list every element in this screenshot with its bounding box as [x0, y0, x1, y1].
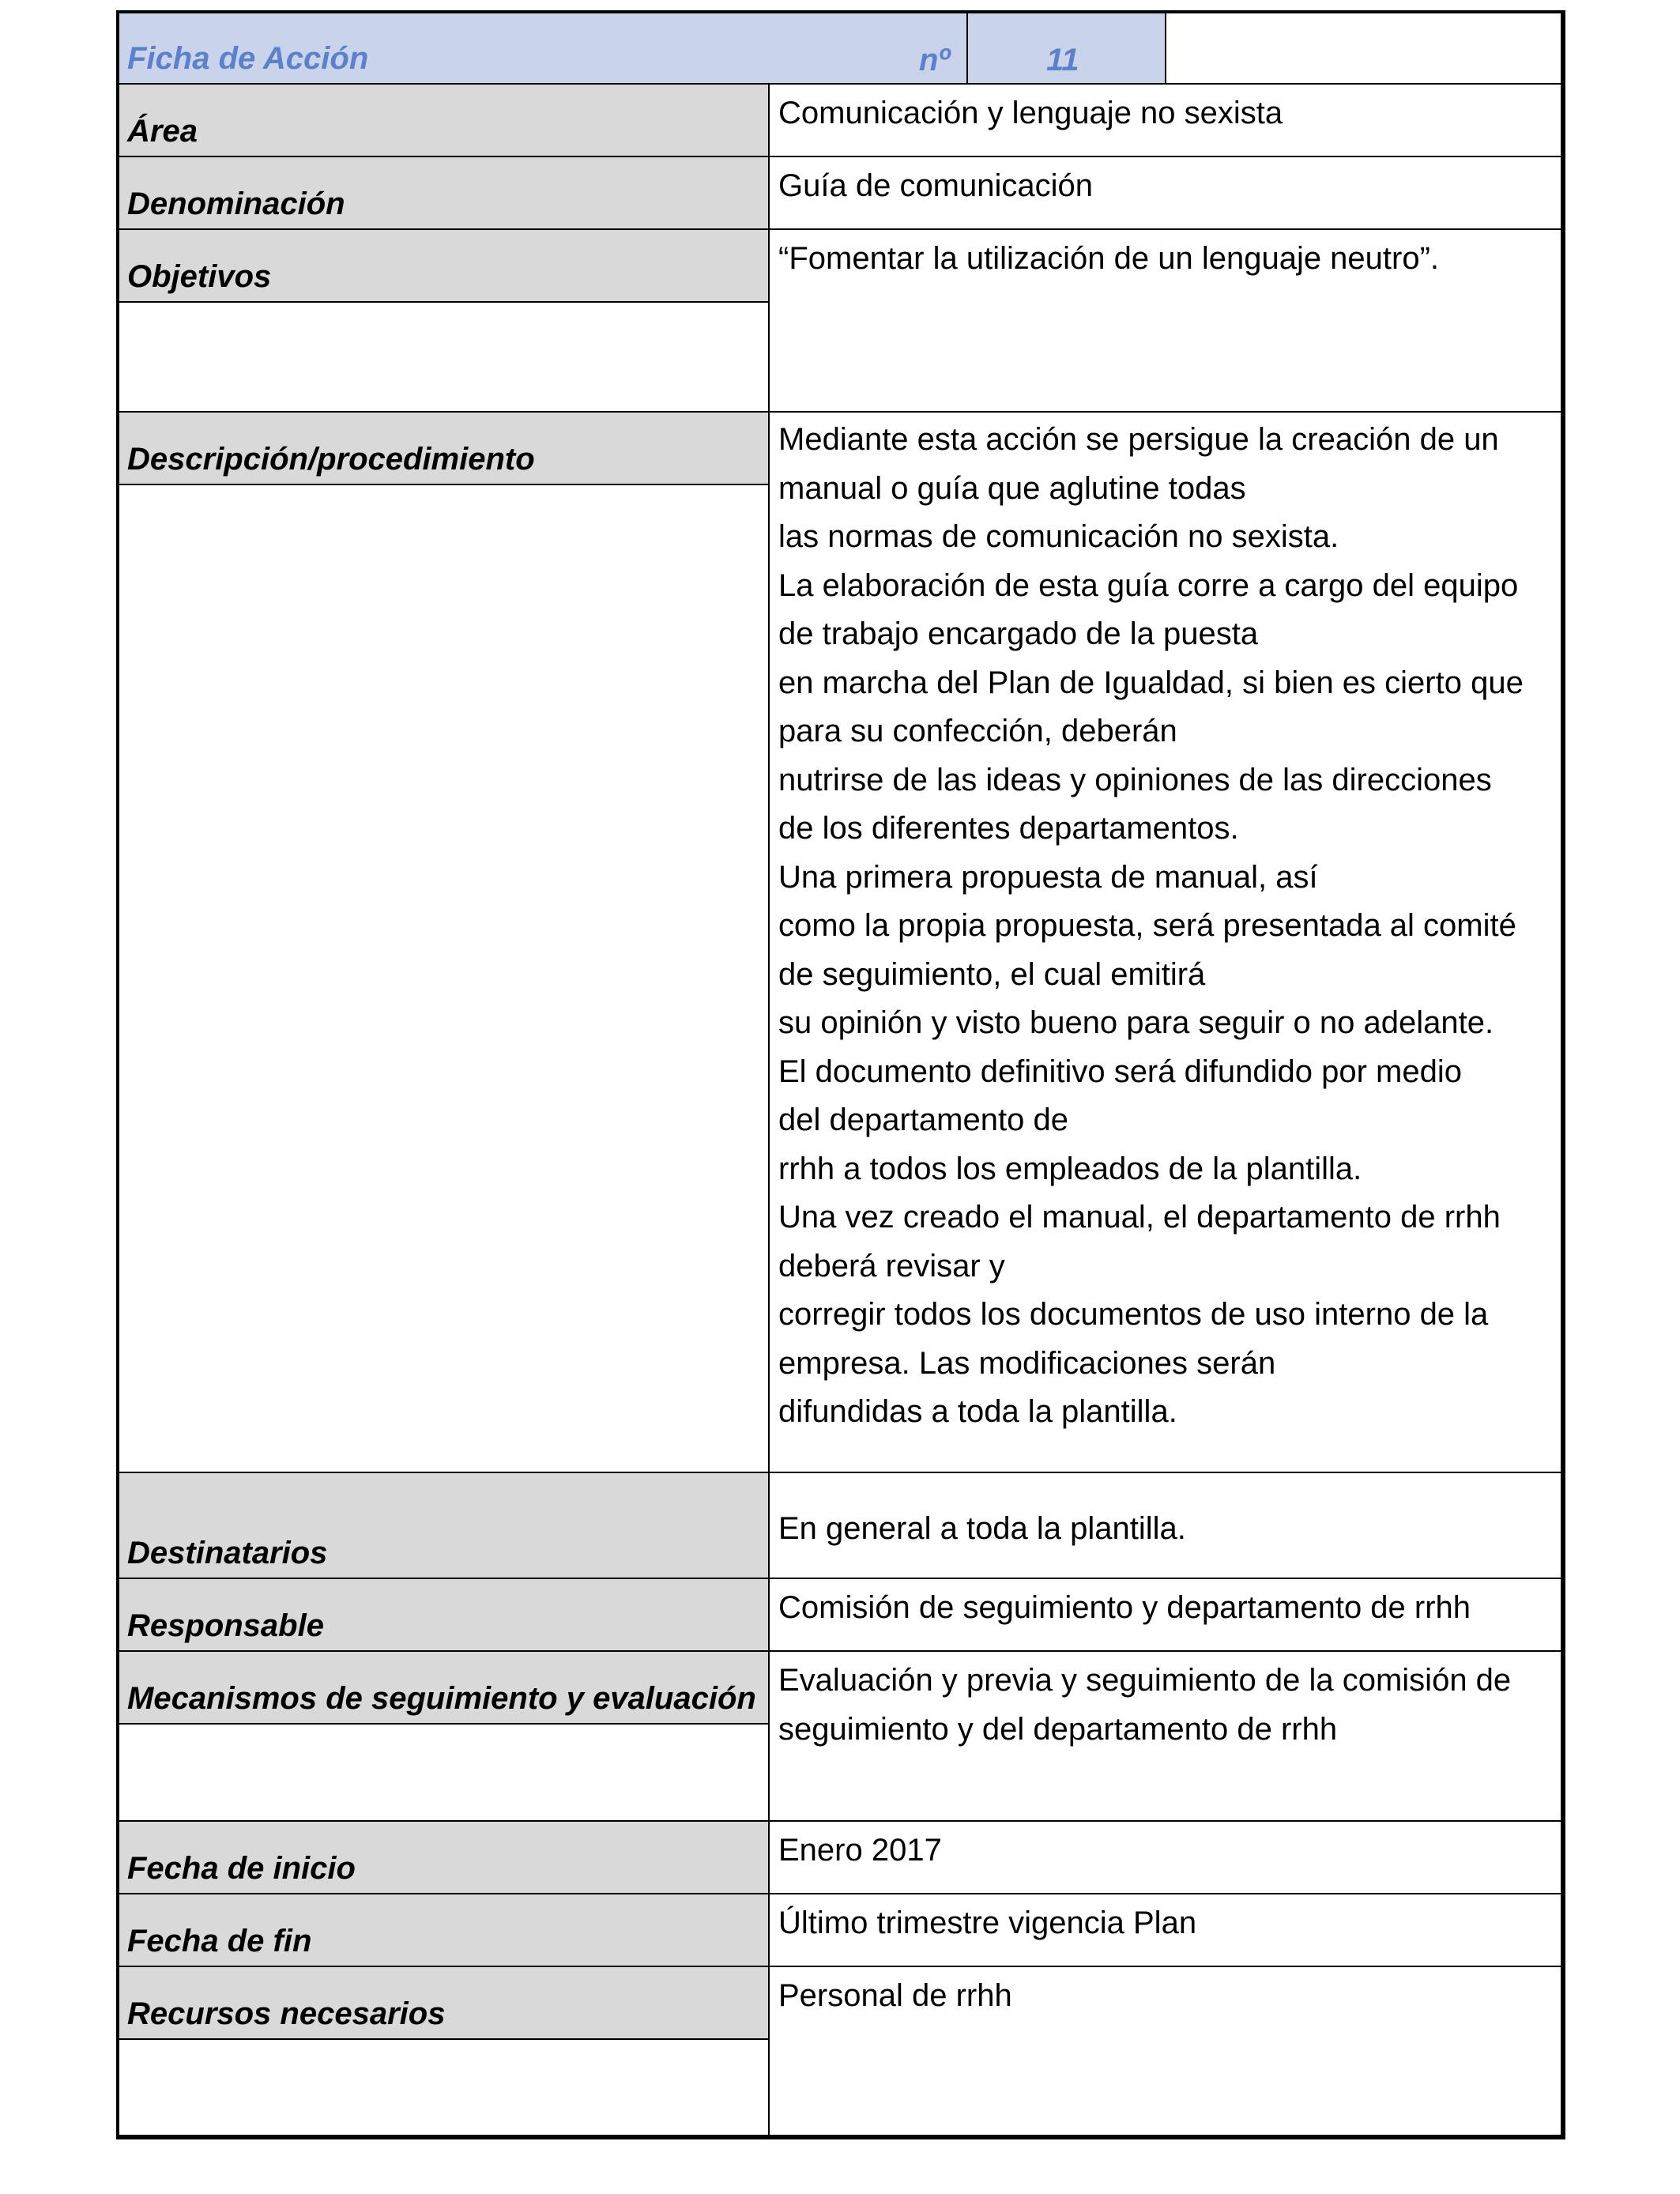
descripcion-label-cell [119, 413, 769, 484]
descripcion-line: difundidas a toda la plantilla. [778, 1394, 1177, 1429]
recursos-label: Recursos necesarios [127, 1996, 446, 2031]
descripcion-line: del departamento de [778, 1103, 1068, 1137]
destinatarios-label-cell [119, 1473, 769, 1578]
fecha-inicio-label: Fecha de inicio [127, 1851, 356, 1886]
area-label-cell [119, 85, 769, 156]
descripcion-line: Mediante esta acción se persigue la creación de un [778, 422, 1499, 457]
denominacion-label: Denominación [127, 187, 345, 221]
recursos-value: Personal de rrhh [778, 1978, 1012, 2013]
header-title-cell [119, 13, 769, 83]
header-no-label: nº [919, 43, 951, 77]
area-label: Área [127, 114, 198, 149]
objetivos-label-cell [119, 230, 769, 301]
destinatarios-label: Destinatarios [127, 1536, 328, 1570]
descripcion-label: Descripción/procedimiento [127, 442, 535, 477]
descripcion-line: para su confección, deberán [778, 714, 1177, 748]
mecanismos-label: Mecanismos de seguimiento y evaluación [127, 1681, 756, 1716]
descripcion-line: de los diferentes departamentos. [778, 811, 1239, 846]
descripcion-line: Una primera propuesta de manual, así [778, 859, 1318, 895]
descripcion-line: como la propia propuesta, será presentada al comité [778, 908, 1516, 943]
objetivos-value: “Fomentar la utilización de un lenguaje neutro”. [778, 241, 1440, 276]
descripcion-line: su opinión y visto bueno para seguir o no adelante. [778, 1005, 1494, 1040]
descripcion-line: manual o guía que aglutine todas [778, 470, 1246, 506]
area-value: Comunicación y lenguaje no sexista [778, 96, 1283, 130]
descripcion-line: de trabajo encargado de la puesta [778, 616, 1259, 651]
destinatarios-value: En general a toda la plantilla. [778, 1511, 1186, 1546]
fecha-fin-value: Último trimestre vigencia Plan [778, 1906, 1197, 1940]
recursos-label-cell [119, 1967, 769, 2038]
fecha-inicio-label-cell [119, 1822, 769, 1893]
descripcion-line: de seguimiento, el cual emitirá [778, 956, 1206, 992]
descripcion-value [770, 411, 1561, 1437]
fecha-fin-label-cell [119, 1894, 769, 1966]
fecha-fin-label: Fecha de fin [127, 1924, 312, 1958]
descripcion-line: Una vez creado el manual, el departamento de rrhh [778, 1200, 1501, 1235]
mecanismos-value [770, 1652, 1561, 1754]
responsable-label: Responsable [127, 1608, 324, 1643]
mecanismos-line: seguimiento y del departamento de rrhh [778, 1711, 1338, 1747]
descripcion-line: empresa. Las modificaciones serán [778, 1345, 1276, 1381]
mecanismos-label-cell [119, 1652, 769, 1723]
descripcion-line: las normas de comunicación no sexista. [778, 519, 1339, 554]
denominacion-label-cell [119, 157, 769, 228]
fecha-inicio-value: Enero 2017 [778, 1833, 942, 1868]
descripcion-line: rrhh a todos los empleados de la plantilla. [778, 1151, 1362, 1186]
responsable-label-cell [119, 1579, 769, 1650]
mecanismos-line: Evaluación y previa y seguimiento de la comisión de [778, 1663, 1512, 1698]
responsable-value: Comisión de seguimiento y departamento de rrhh [778, 1590, 1471, 1625]
header-no-value: 11 [1046, 43, 1079, 77]
denominacion-value: Guía de comunicación [778, 168, 1094, 203]
descripcion-line: deberá revisar y [778, 1248, 1005, 1284]
descripcion-line: nutrirse de las ideas y opiniones de las direcciones [778, 762, 1492, 797]
header-title: Ficha de Acción [127, 41, 369, 76]
descripcion-line: corregir todos los documentos de uso interno de la [778, 1297, 1489, 1332]
objetivos-label: Objetivos [127, 259, 272, 294]
descripcion-line: La elaboración de esta guía corre a cargo del equipo [778, 567, 1519, 603]
descripcion-line: El documento definitivo será difundido por medio [778, 1054, 1462, 1089]
descripcion-line: en marcha del Plan de Igualdad, si bien es cierto que [778, 665, 1524, 700]
